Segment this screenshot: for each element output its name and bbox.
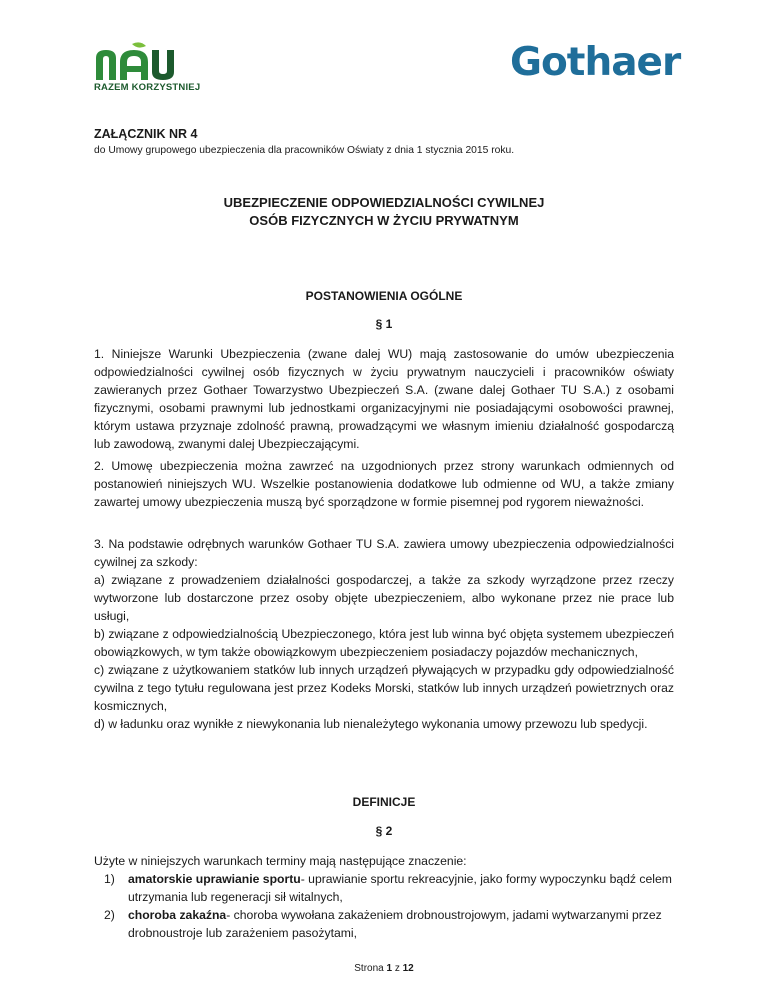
footer-of: z — [394, 963, 400, 974]
section1-point1 — [94, 345, 674, 453]
section1-point3-intro: 3. Na podstawie odrębnych warunków Gothaer TU S.A. zawiera umowy ubezpieczenia odpowiedzialności cywilnej za szkody: — [94, 537, 674, 569]
definition-number: 2) — [104, 908, 115, 922]
definitions-intro: Użyte w niniejszych warunkach terminy mają następujące znaczenie: — [94, 854, 467, 868]
paragraph-mark-1: § 1 — [375, 317, 393, 331]
nau-letter-u — [152, 50, 174, 80]
definition-item — [94, 870, 674, 906]
definition-number: 1) — [104, 872, 115, 886]
footer-label: Strona — [354, 963, 384, 974]
section1-point2-text: 2. Umowę ubezpieczenia można zawrzeć na uzgodnionych przez strony warunkach odmiennych od postanowień niniejszych WU. Wszelkie postanowienia dodatkowe lub odmienne od WU, a także zmiany zawartej umowy ubezpieczenia muszą być sporządzone w formie pisemnej pod rygorem nieważności. — [94, 459, 674, 509]
gothaer-logo: Gothaer — [510, 40, 681, 85]
footer-page-number: 1 — [386, 963, 393, 974]
section1-point3-a: a) związane z prowadzeniem działalności gospodarczej, a także za szkody wyrządzone przez rzeczy wytworzone lub dostarczone przez osoby objęte ubezpieczeniem, albo wykonane przez nie prace lub usługi, — [94, 573, 674, 623]
definition-term: amatorskie uprawianie sportu — [128, 872, 301, 886]
definitions-list — [94, 852, 674, 942]
section-heading-definitions: DEFINICJE — [352, 795, 416, 809]
section1-point3-d: d) w ładunku oraz wynikłe z niewykonania lub nienależytego wykonania umowy przewozu lub spedycji. — [94, 717, 648, 731]
nau-letter-a — [120, 50, 148, 80]
attachment-title: ZAŁĄCZNIK NR 4 — [94, 127, 198, 141]
definition-item — [94, 906, 674, 942]
document-title-line2: OSÓB FIZYCZNYCH W ŻYCIU PRYWATNYM — [249, 213, 519, 228]
nau-tagline: RAZEM KORZYSTNIEJ — [94, 82, 201, 93]
section1-point2 — [94, 457, 674, 511]
paragraph-mark-2: § 2 — [375, 824, 393, 838]
footer-total-pages: 12 — [402, 963, 414, 974]
document-title-line1: UBEZPIECZENIE ODPOWIEDZIALNOŚCI CYWILNEJ — [223, 195, 545, 210]
definition-text: - choroba wywołana zakażeniem drobnoustrojowym, jadami wytwarzanymi przez drobnoustroje lub zarażeniem pasożytami, — [128, 908, 662, 940]
section1-point3-c: c) związane z użytkowaniem statków lub innych urządzeń pływających w przypadku gdy odpowiedzialność cywilna z tego tytułu regulowana jest przez Kodeks Morski, statków lub innych urządzeń powietrznych oraz kosmicznych, — [94, 663, 674, 713]
definition-text: - uprawianie sportu rekreacyjnie, jako formy wypoczynku bądź celem utrzymania lub regeneracji sił witalnych, — [128, 872, 672, 904]
nau-leaf-icon — [132, 42, 146, 47]
section1-point3 — [94, 535, 674, 733]
page-footer — [0, 963, 768, 974]
document-title — [0, 194, 768, 230]
section1-point3-b: b) związane z odpowiedzialnością Ubezpieczonego, która jest lub winna być objęta systemem ubezpieczeń obowiązkowych, w tym także obowiązkowym ubezpieczeniem posiadaczy pojazdów mechanicznych, — [94, 627, 674, 659]
attachment-subtitle: do Umowy grupowego ubezpieczenia dla pracowników Oświaty z dnia 1 stycznia 2015 roku. — [94, 145, 515, 156]
section1-point1-text: 1. Niniejsze Warunki Ubezpieczenia (zwane dalej WU) mają zastosowanie do umów ubezpieczenia odpowiedzialności cywilnej osób fizycznych w życiu prywatnym nauczycieli i pracowników oświaty zawieranych przez Gothaer Towarzystwo Ubezpieczeń S.A. (zwane dalej Gothaer TU S.A.) z osobami fizycznymi, osobami prawnymi lub jednostkami organizacyjnymi nie posiadającymi osobowości prawnej, którym ustawa przyznaje zdolność prawną, prowadzącymi we własnym imieniu działalność gospodarczą lub zawodową, zwanymi dalej Ubezpieczającymi. — [94, 347, 674, 451]
definition-term: choroba zakaźna — [128, 908, 227, 922]
section-heading-general: POSTANOWIENIA OGÓLNE — [305, 289, 463, 303]
nau-letter-n — [96, 50, 116, 80]
